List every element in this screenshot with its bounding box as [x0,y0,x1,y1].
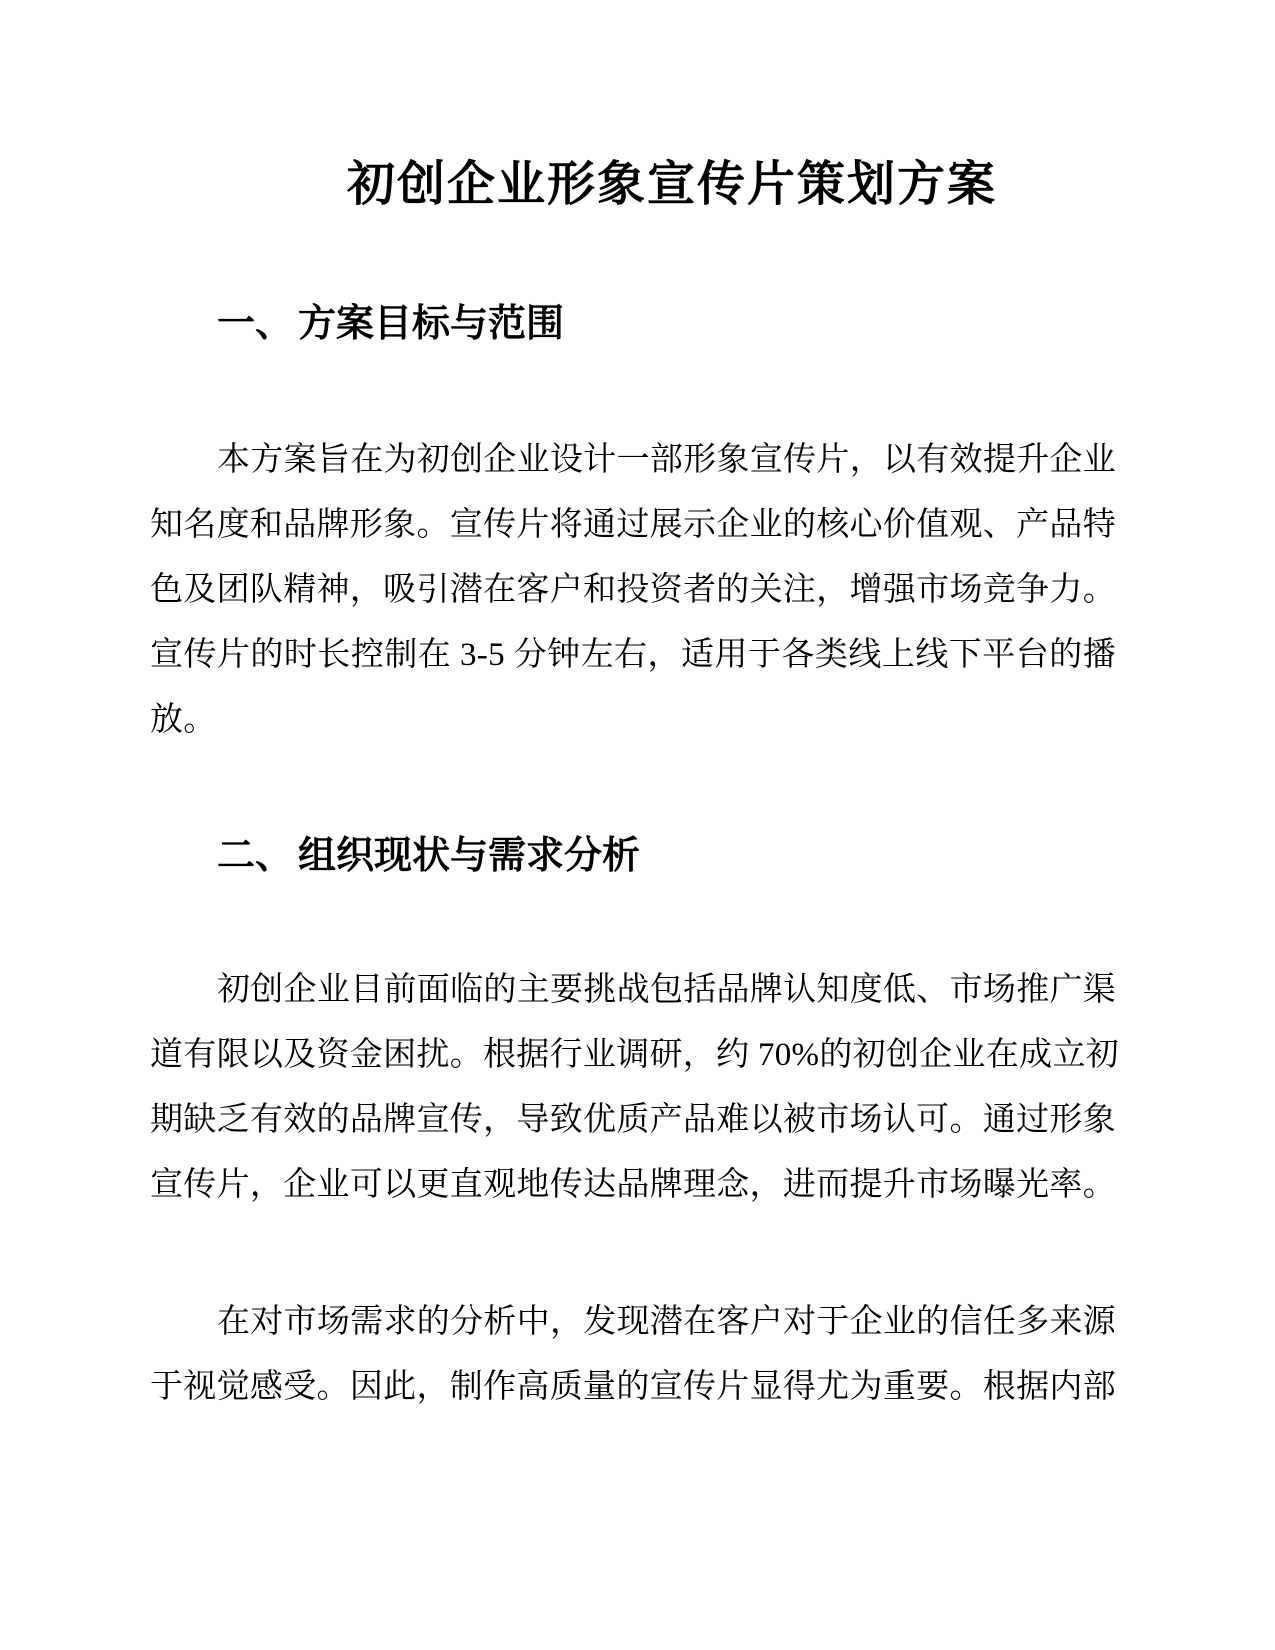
text-line: 在对市场需求的分析中，发现潜在客户对于企业的信任多来源 [217,1304,1117,1340]
text-line: 期缺乏有效的品牌宣传，导致优质产品难以被市场认可。通过形象 [150,1102,1116,1138]
section-1-paragraph-1 [150,428,1116,753]
section-2-paragraph-1 [150,958,1120,1218]
text-line: 本方案旨在为初创企业设计一部形象宣传片，以有效提升企业 [217,442,1117,478]
text-line: 于视觉感受。因此，制作高质量的宣传片显得尤为重要。根据内部 [150,1369,1116,1405]
section-1-heading-text: 方案目标与范围 [298,303,565,345]
section-1-heading [217,303,564,345]
text-line: 知名度和品牌形象。宣传片将通过展示企业的核心价值观、产品特 [150,507,1116,543]
document-title: 初创企业形象宣传片策划方案 [346,158,997,211]
text-line: 初创企业目前面临的主要挑战包括品牌认知度低、市场推广渠 [217,972,1117,1008]
section-2-heading [217,835,640,877]
section-2-heading-text: 组织现状与需求分析 [298,835,641,877]
section-2-paragraph-2 [150,1290,1116,1420]
text-line: 宣传片，企业可以更直观地传达品牌理念，进而提升市场曝光率。 [150,1167,1116,1203]
section-1-number: 一、 [217,303,294,345]
text-line: 道有限以及资金困扰。根据行业调研，约 70%的初创企业在成立初 [150,1037,1120,1073]
text-line: 色及团队精神，吸引潜在客户和投资者的关注，增强市场竞争力。 [150,572,1116,608]
text-line: 宣传片的时长控制在 3-5 分钟左右，适用于各类线上线下平台的播 [150,637,1116,673]
text-line: 放。 [150,702,217,738]
section-2-number: 二、 [217,835,294,877]
